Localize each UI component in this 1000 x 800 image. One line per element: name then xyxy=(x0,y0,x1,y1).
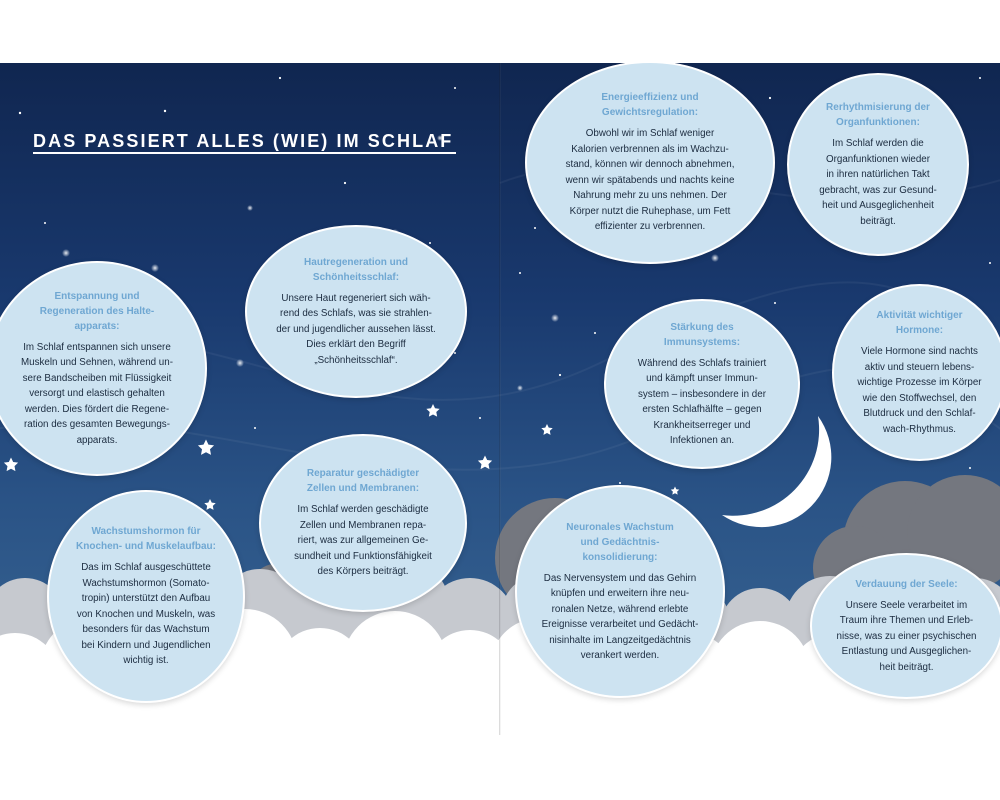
bubble-text: Viele Hormone sind nachts aktiv und steuern lebens- wichtige Prozesse im Körper wie den Stoffwechsel, den Blutdruck und den Schlaf- wach-Rhythmus. xyxy=(857,346,982,435)
bubble-rerhythmisierung xyxy=(787,73,969,256)
star-icon xyxy=(671,487,680,495)
bubble-immunsystem xyxy=(604,299,800,469)
star-icon xyxy=(198,440,214,455)
page-fold xyxy=(499,63,501,735)
bubble-heading: Neuronales Wachstum und Gedächtnis- konsolidierung: xyxy=(566,521,674,563)
bubble-text: Im Schlaf werden geschädigte Zellen und Membranen repa- riert, was zur allgemeinen Ge- sundheit und Funktionsfähigkeit des Körpers beiträgt. xyxy=(294,504,432,578)
bubble-heading: Rerhythmisierung der Organfunktionen: xyxy=(826,102,930,128)
bubble-energieeffizienz xyxy=(525,63,775,264)
title-underline xyxy=(33,152,456,154)
star-icon xyxy=(426,404,439,417)
star-icon xyxy=(478,456,492,470)
page-title: DAS PASSIERT ALLES (WIE) IM SCHLAF xyxy=(33,131,454,151)
star-icon xyxy=(541,424,552,435)
bubble-heading: Reparatur geschädigter Zellen und Membranen: xyxy=(306,468,420,495)
bubble-verdauung-der-seele xyxy=(810,553,1000,699)
bubble-text: Im Schlaf entspannen sich unsere Muskeln und Sehnen, während un- sere Bandscheiben mit Flüssigkeit versorgt und elastisch gehalten werden. Dies fördert die Regene- ration des gesamten Bewegungs- apparats. xyxy=(21,341,173,446)
bubble-text: Obwohl wir im Schlaf weniger Kalorien verbrennen als im Wachzu- stand, können wir dennoch abnehmen, wenn wir spätabends und nachts keine Nahrung mehr zu uns nehmen. Der Körper nutzt die Ruhephase, um Fett effizienter zu verbrennen. xyxy=(565,128,735,233)
bubble-heading: Stärkung des Immunsystems: xyxy=(663,321,741,348)
bubble-reparatur xyxy=(259,434,467,612)
bubble-text: Während des Schlafs trainiert und kämpft unser Immun- system – insbesondere in der ersten Schlafhälfte – gegen Krankheitserreger und Infektionen an. xyxy=(637,357,767,446)
bubble-heading: Aktivität wichtiger Hormone: xyxy=(876,310,963,336)
bubble-text: Das im Schlaf ausgeschüttete Wachstumshormon (Somato- tropin) unterstützt den Aufbau von Knochen und Muskeln, was besonders für das Wachstum bei Kindern und Jugendlichen wichtig ist. xyxy=(76,562,216,667)
bubble-heading: Entspannung und Regeneration des Halte- apparats: xyxy=(39,290,155,332)
bubble-text: Das Nervensystem und das Gehirn knüpfen und erweitern ihre neu- ronalen Netze, während erlebte Ereignisse verarbeitet und Gedächt- nisinhalte im Langzeitgedächtnis verankert werden. xyxy=(541,572,699,661)
bubble-text: Im Schlaf werden die Organfunktionen wieder in ihren natürlichen Takt gebracht, was zur Gesund- heit und Ausgeglichenheit beiträgt. xyxy=(819,138,937,227)
bubble-heading: Wachstumshormon für Knochen- und Muskelaufbau: xyxy=(76,526,216,553)
bubble-heading: Verdauung der Seele: xyxy=(855,578,958,590)
bubble-wachstumshormon xyxy=(47,490,245,703)
star-icon xyxy=(204,499,215,510)
bubble-heading: Hautregeneration und Schönheitsschlaf: xyxy=(304,256,408,283)
bubble-heading: Energieeffizienz und Gewichtsregulation: xyxy=(601,92,699,119)
bubble-hormone xyxy=(832,284,1000,461)
bubble-text: Unsere Seele verarbeitet im Traum ihre Themen und Erleb- nisse, was zu einer psychischen Entlastung und Ausgeglichen- heit beiträgt. xyxy=(836,599,977,673)
star-icon xyxy=(4,458,18,472)
night-sky-spread xyxy=(0,63,1000,735)
bubble-neuronales-wachstum xyxy=(515,485,725,698)
bubble-hautregeneration xyxy=(245,225,467,398)
bubble-text: Unsere Haut regeneriert sich wäh- rend des Schlafs, was sie strahlen- der und jugendlicher aussehen lässt. Dies erklärt den Begriff „Schönheitsschlaf“. xyxy=(276,292,436,366)
